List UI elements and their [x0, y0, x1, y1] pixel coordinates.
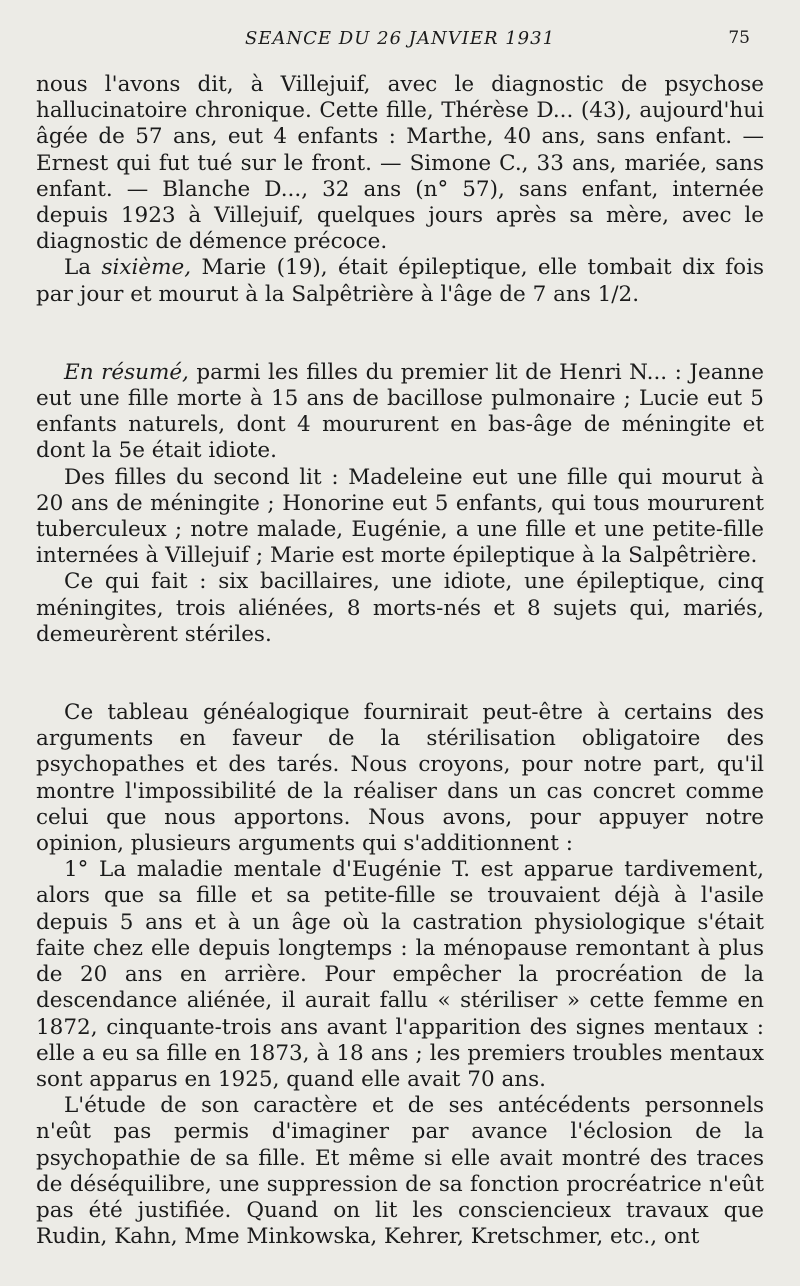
paragraph-text: parmi les filles du premier lit de Henri N... : Jeanne eut une fille morte à 15 ans de bacillose pulmonaire ; Lucie eut 5 enfants naturels, dont 4 moururent en bas-âge de méningite et dont la 5e était idiote. [36, 359, 764, 464]
page-number: 75 [728, 28, 750, 48]
paragraph-text: 1° La maladie mentale d'Eugénie T. est apparue tardivement, alors que sa fille et sa petite-fille se trouvaient déjà à l'asile depuis 5 ans et à un âge où la castration physiologique s'était faite chez elle depuis longtemps : la ménopause remontant à plus de 20 ans en arrière. Pour empêcher la procréation de la descendance aliénée, il aurait fallu « stériliser » cette femme en 1872, cinquante-trois ans avant l'apparition des signes mentaux : elle a eu sa fille en 1873, à 18 ans ; les premiers troubles mentaux sont apparus en 1925, quand elle avait 70 ans. [36, 857, 764, 1092]
paragraph [36, 360, 764, 465]
paragraph-text: Ce qui fait : six bacillaires, une idiote, une épileptique, cinq méningites, trois aliénées, 8 morts-nés et 8 sujets qui, mariés, demeurèrent stériles. [36, 569, 764, 647]
page-body [36, 72, 764, 1250]
paragraph [36, 569, 764, 648]
paragraph-prefix: La [64, 255, 102, 281]
page-header [36, 28, 764, 58]
paragraph [36, 857, 764, 1093]
paragraph [36, 700, 764, 857]
paragraph-text: Ce tableau généalogique fournirait peut-être à certains des arguments en faveur de la stérilisation obligatoire des psychopathes et des tarés. Nous croyons, pour notre part, qu'il montre l'impossibilité de la réaliser dans un cas concret comme celui que nous apportons. Nous avons, pour appuyer notre opinion, plusieurs arguments qui s'additionnent : [36, 700, 764, 857]
paragraph-text: Marie (19), était épileptique, elle tombait dix fois par jour et mourut à la Salpêtrière à l'âge de 7 ans 1/2. [36, 255, 764, 307]
running-title: SEANCE DU 26 JANVIER 1931 [244, 28, 556, 49]
paragraph [36, 465, 764, 570]
paragraph [36, 255, 764, 307]
paragraph-gap [36, 648, 764, 700]
emphasis: sixième, [101, 255, 192, 281]
paragraph [36, 1093, 764, 1250]
paragraph-gap [36, 308, 764, 360]
emphasis: En résumé, [64, 359, 189, 385]
paragraph-text: Des filles du second lit : Madeleine eut une fille qui mourut à 20 ans de méningite ; Honorine eut 5 enfants, qui tous moururent tuberculeux ; notre malade, Eugénie, a une fille et une petite-fille internées à Villejuif ; Marie est morte épileptique à la Salpêtrière. [36, 464, 764, 569]
paragraph [36, 72, 764, 255]
paragraph-text: L'étude de son caractère et de ses antécédents personnels n'eût pas permis d'imaginer par avance l'éclosion de la psychopathie de sa fille. Et même si elle avait montré des traces de déséquilibre, une suppression de sa fonction procréatrice n'eût pas été justifiée. Quand on lit les consciencieux travaux que Rudin, Kahn, Mme Minkowska, Kehrer, Kretschmer, etc., ont [36, 1093, 764, 1250]
paragraph-text: nous l'avons dit, à Villejuif, avec le diagnostic de psychose hallucinatoire chronique. Cette fille, Thérèse D... (43), aujourd'hui âgée de 57 ans, eut 4 enfants : Marthe, 40 ans, sans enfant. — Ernest qui fut tué sur le front. — Simone C., 33 ans, mariée, sans enfant. — Blanche D..., 32 ans (n° 57), sans enfant, internée depuis 1923 à Villejuif, quelques jours après sa mère, avec le diagnostic de démence précoce. [36, 72, 764, 255]
